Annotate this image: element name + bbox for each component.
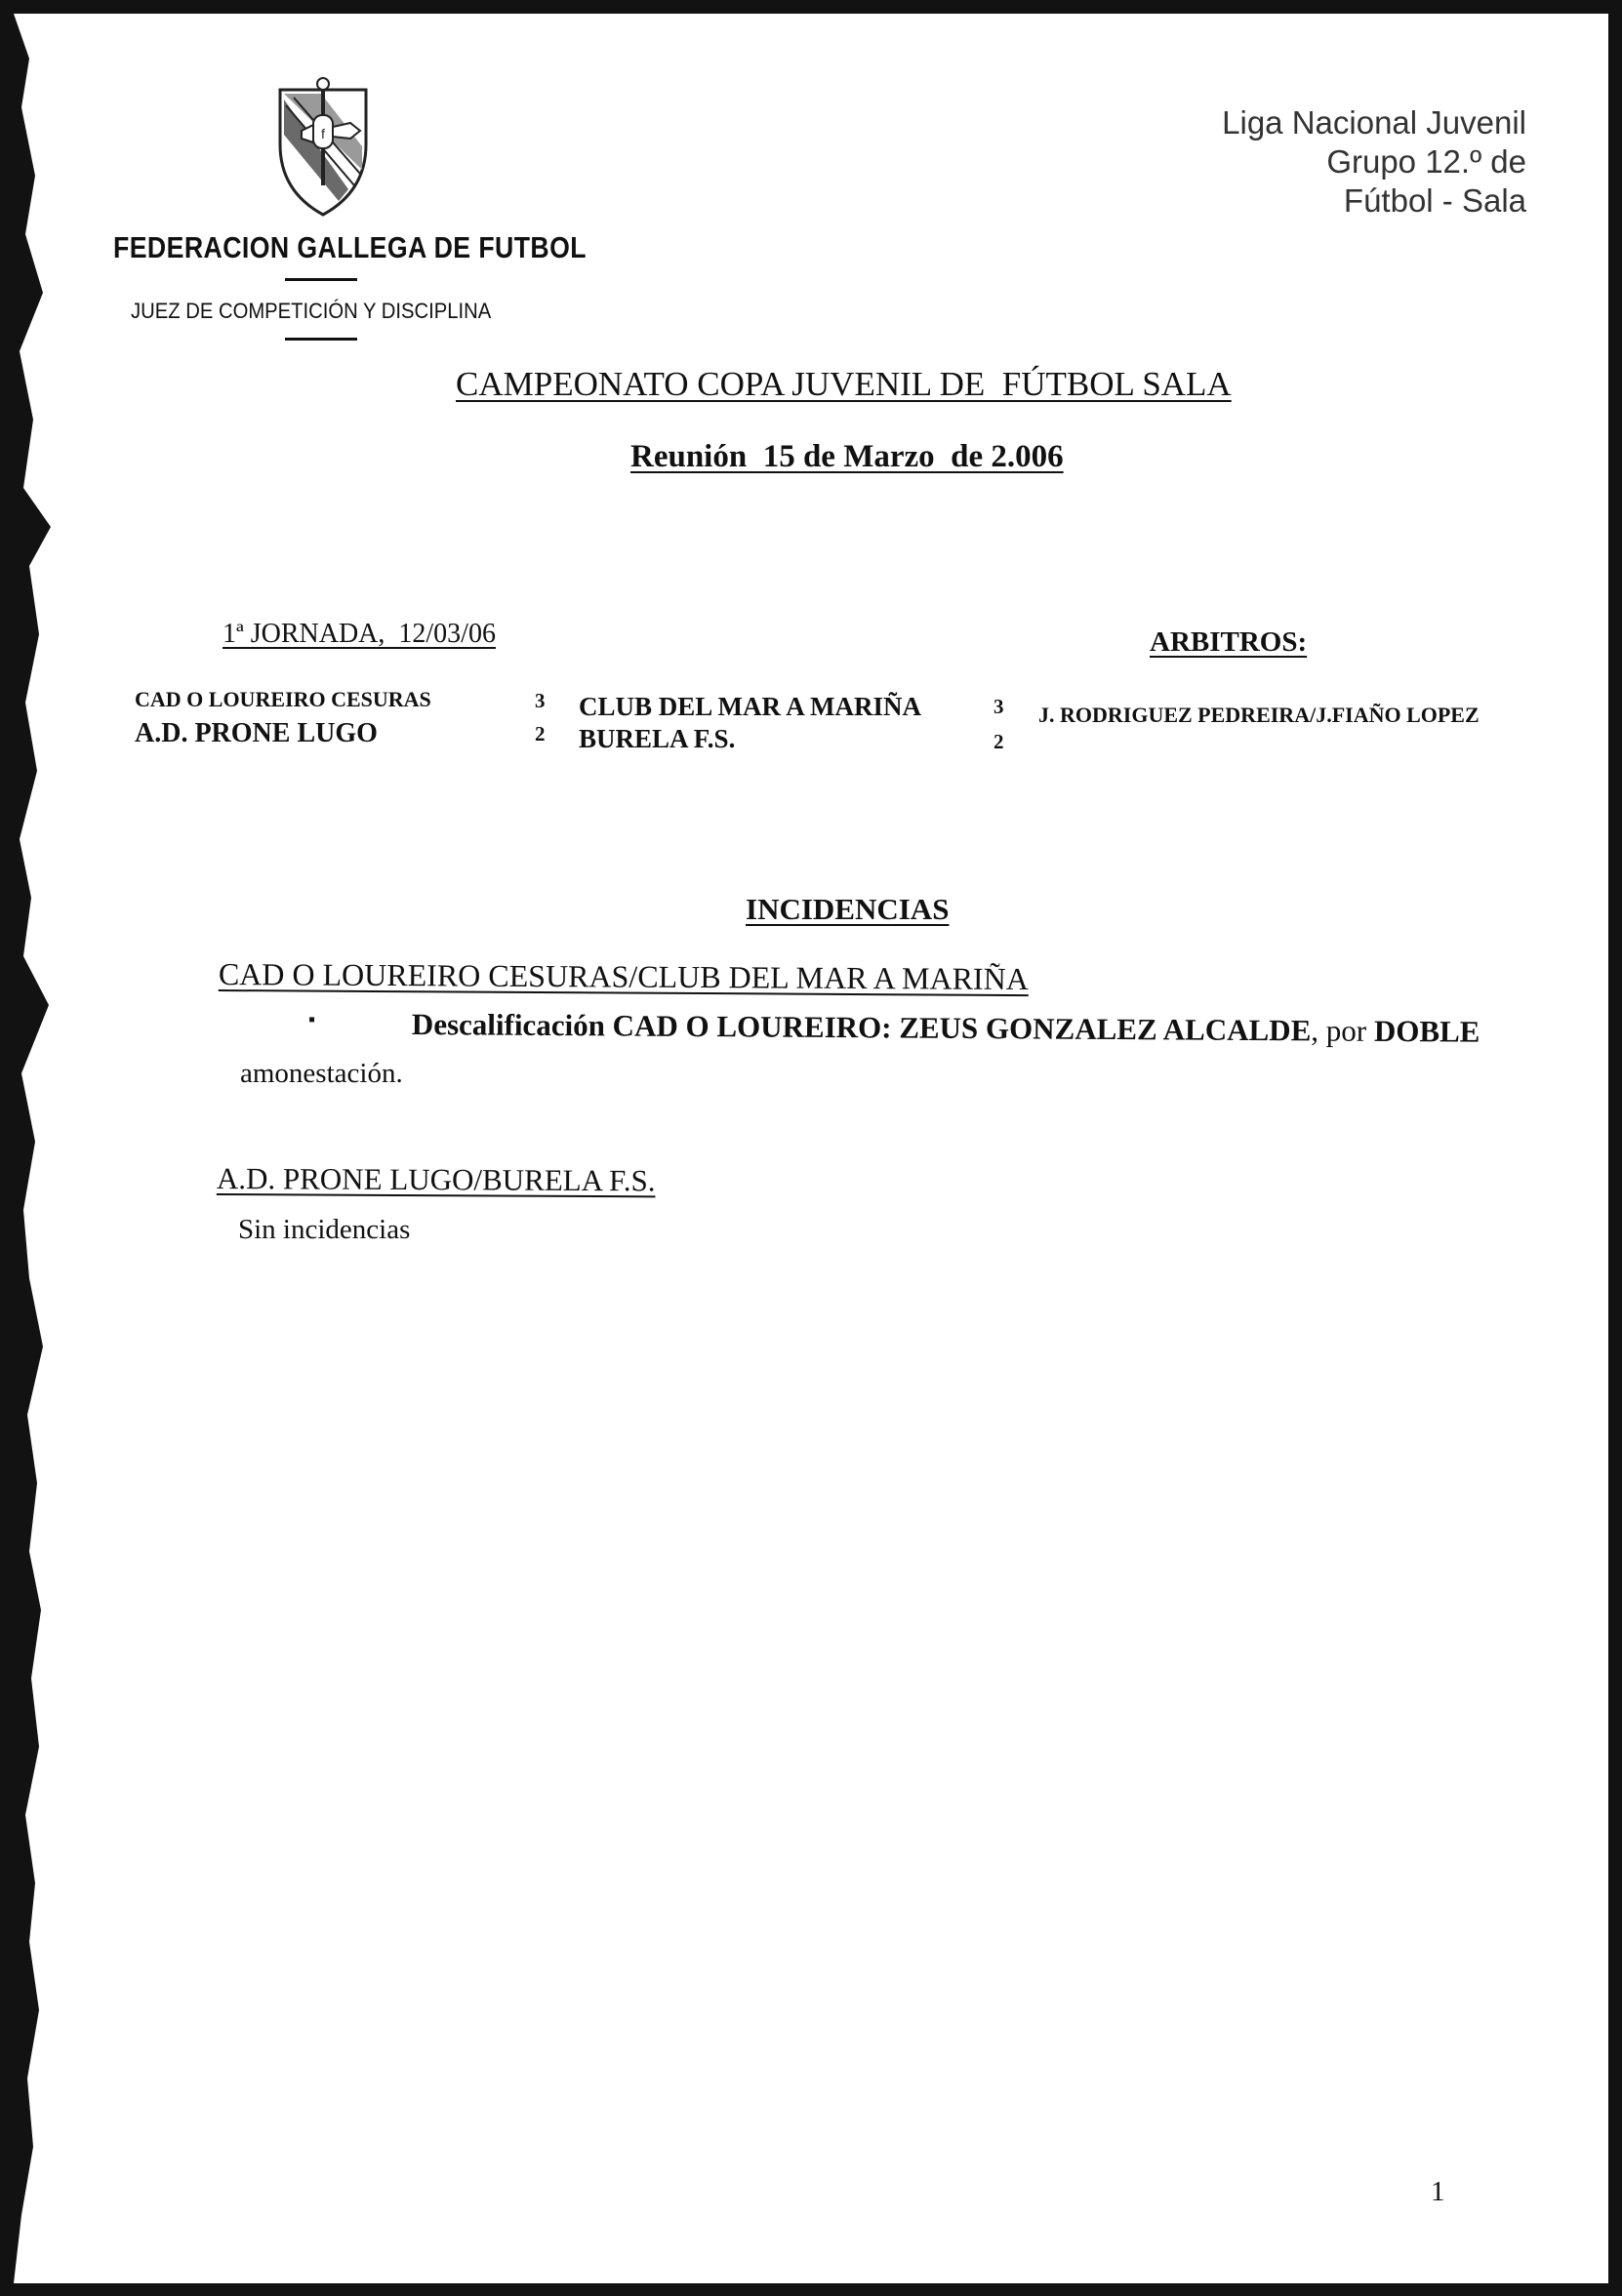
referees-heading: ARBITROS: [1150, 626, 1308, 658]
away-team: CLUB DEL MAR A MARIÑA [579, 692, 922, 721]
league-info [1222, 103, 1526, 221]
federation-crest-icon [276, 76, 370, 219]
league-line: Liga Nacional Juvenil [1222, 104, 1526, 141]
incident-match-title: A.D. PRONE LUGO/BURELA F.S. [216, 1161, 656, 1198]
round-label: 1ª JORNADA, 12/03/06 [223, 619, 496, 649]
bullet-icon: ▪ [308, 1009, 316, 1030]
away-team: BURELA F.S. [579, 724, 736, 753]
department-name: JUEZ DE COMPETICIÓN Y DISCIPLINA [131, 299, 492, 323]
referees-names: J. RODRIGUEZ PEDREIRA/J.FIAÑO LOPEZ [1038, 703, 1480, 727]
away-score: 3 [993, 695, 1004, 718]
header-divider [285, 278, 357, 281]
incident-text [412, 1007, 1480, 1050]
incident-text-plain: , por [1311, 1013, 1375, 1048]
incident-text: Sin incidencias [238, 1214, 411, 1245]
incident-text-bold: Descalificación CAD O LOUREIRO: ZEUS GONZALEZ ALCALDE [411, 1007, 1312, 1048]
svg-text:f: f [321, 126, 325, 141]
away-score: 2 [993, 730, 1004, 753]
meeting-date: Reunión 15 de Marzo de 2.006 [630, 439, 1064, 474]
federation-name: FEDERACION GALLEGA DE FUTBOL [113, 230, 587, 264]
home-team: A.D. PRONE LUGO [135, 718, 378, 748]
incident-text-bold: DOBLE [1373, 1013, 1480, 1049]
league-line: Grupo 12.º de [1326, 143, 1526, 180]
incidents-heading: INCIDENCIAS [746, 892, 950, 926]
incident-text-continuation: amonestación. [240, 1058, 403, 1089]
home-score: 2 [535, 722, 546, 745]
incident-match-title: CAD O LOUREIRO CESURAS/CLUB DEL MAR A MARIÑA [218, 956, 1029, 997]
department-divider [285, 338, 357, 341]
home-team: CAD O LOUREIRO CESURAS [135, 687, 431, 711]
league-line: Fútbol - Sala [1343, 182, 1526, 219]
home-score: 3 [535, 689, 546, 712]
page-number: 1 [1431, 2176, 1445, 2207]
document-title: CAMPEONATO COPA JUVENIL DE FÚTBOL SALA [456, 365, 1232, 403]
